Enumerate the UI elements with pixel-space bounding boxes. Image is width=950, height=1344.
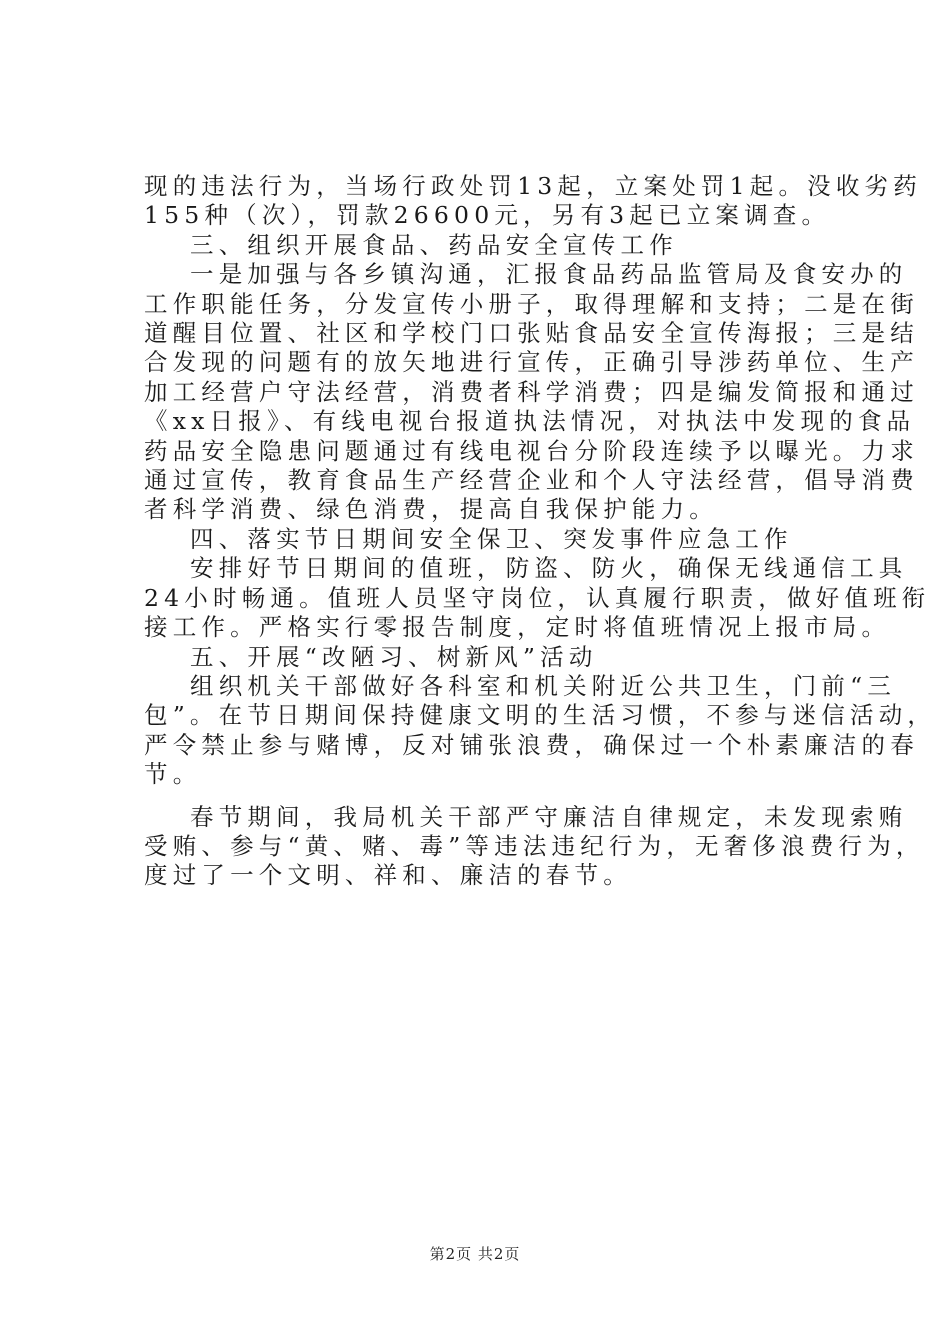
- text-line: 现的违法行为，当场行政处罚13起，立案处罚1起。没收劣药: [144, 172, 922, 200]
- text-line: 包”。在节日期间保持健康文明的生活习惯，不参与迷信活动，: [144, 701, 937, 730]
- paragraph-gap: [144, 790, 834, 803]
- text-line: 严令禁止参与赌博，反对铺张浪费，确保过一个朴素廉洁的春: [144, 730, 919, 759]
- text-line: 加工经营户守法经营，消费者科学消费；四是编发简报和通过: [144, 377, 919, 406]
- text-line: 155种（次），罚款26600元，另有3起已立案调查。: [144, 201, 831, 230]
- text-line: 24小时畅通。值班人员坚守岗位，认真履行职责，做好值班衔: [144, 583, 931, 612]
- text-line: 者科学消费、绿色消费，提高自我保护能力。: [144, 495, 718, 524]
- text-line: 药品安全隐患问题通过有线电视台分阶段连续予以曝光。力求: [144, 436, 919, 465]
- paragraph-start: 组织机关干部做好各科室和机关附近公共卫生，门前“三: [190, 671, 897, 700]
- text-line: 通过宣传，教育食品生产经营企业和个人守法经营，倡导消费: [144, 466, 919, 495]
- section-heading: 五、开展“改陋习、树新风”活动: [190, 642, 598, 671]
- text-line: 《xx日报》、有线电视台报道执法情况，对执法中发现的食品: [144, 407, 916, 436]
- text-line: 工作职能任务，分发宣传小册子，取得理解和支持；二是在街: [144, 289, 919, 318]
- section-heading: 四、落实节日期间安全保卫、突发事件应急工作: [190, 524, 793, 553]
- text-line: 接工作。严格实行零报告制度，定时将值班情况上报市局。: [144, 613, 891, 642]
- text-line: 合发现的问题有的放矢地进行宣传，正确引导涉药单位、生产: [144, 348, 919, 377]
- text-line: 度过了一个文明、祥和、廉洁的春节。: [144, 861, 632, 890]
- document-body: [144, 172, 937, 891]
- section-heading: 三、组织开展食品、药品安全宣传工作: [190, 230, 678, 259]
- paragraph-start: 安排好节日期间的值班，防盗、防火，确保无线通信工具: [190, 554, 908, 583]
- page-number-footer: 第2页 共2页: [429, 1245, 521, 1263]
- text-line: 道醒目位置、社区和学校门口张贴食品安全宣传海报；三是结: [144, 319, 919, 348]
- paragraph-start: 春节期间，我局机关干部严守廉洁自律规定，未发现索贿: [190, 802, 908, 831]
- text-line: 受贿、参与“黄、赌、毒”等违法违纪行为，无奢侈浪费行为，: [144, 831, 925, 860]
- paragraph-start: 一是加强与各乡镇沟通，汇报食品药品监管局及食安办的: [190, 260, 908, 289]
- text-line: 节。: [144, 760, 202, 789]
